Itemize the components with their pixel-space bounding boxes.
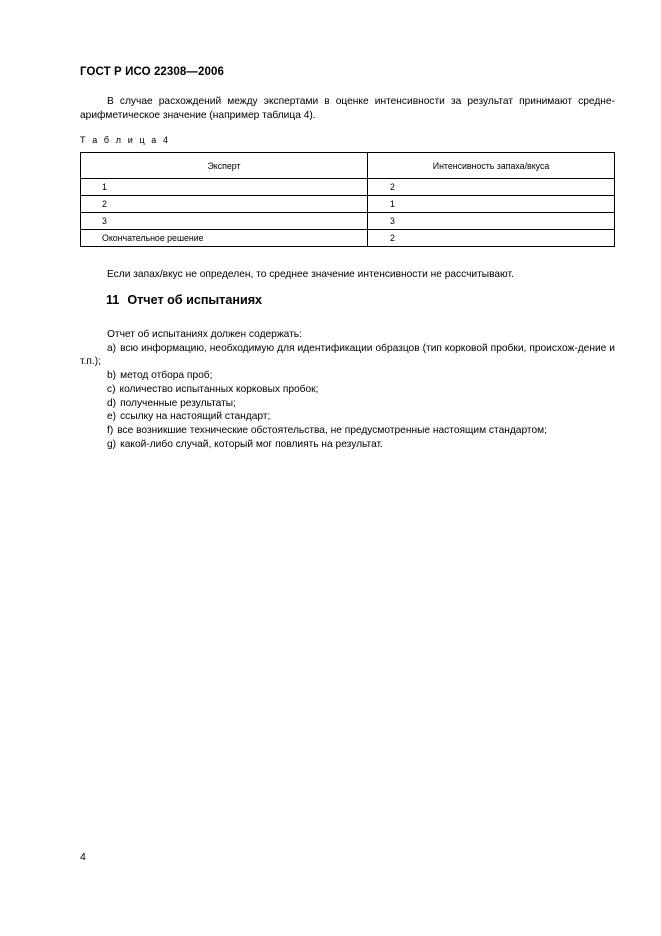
section-title: Отчет об испытаниях xyxy=(127,293,263,307)
report-lead: Отчет об испытаниях должен содержать: xyxy=(107,329,302,340)
table-cell-intensity: 2 xyxy=(368,179,615,196)
section-number: 11 xyxy=(106,293,120,307)
list-item-text: полученные результаты; xyxy=(120,397,236,409)
list-item-letter: d) xyxy=(107,397,117,409)
expert-intensity-table xyxy=(80,152,615,247)
list-item-letter: f) xyxy=(107,424,114,436)
column-header-intensity: Интенсивность запаха/вкуса xyxy=(368,153,615,179)
table-row xyxy=(81,179,615,196)
document-header: ГОСТ Р ИСО 22308—2006 xyxy=(80,66,225,78)
list-item xyxy=(80,410,615,424)
table-row xyxy=(81,230,615,247)
list-item xyxy=(80,424,615,438)
intro-paragraph: В случае расхождений между экспертами в оценке интенсивности за результат принимают средне-арифметическое значение (например таблица 4). xyxy=(80,96,615,121)
table-cell-intensity: 3 xyxy=(368,213,615,230)
list-item xyxy=(80,342,615,369)
table-row xyxy=(81,213,615,230)
list-item-text: ссылку на настоящий стандарт; xyxy=(120,411,271,423)
list-item-letter: e) xyxy=(107,411,117,423)
list-item-text: всю информацию, необходимую для идентификации образцов (тип корковой пробки, происхож-дение и т.п.); xyxy=(80,342,615,368)
list-item xyxy=(80,397,615,411)
table-row xyxy=(81,196,615,213)
page-number: 4 xyxy=(80,851,86,863)
table-cell-expert: 1 xyxy=(81,179,368,196)
list-item-text: все возникшие технические обстоятельства, не предусмотренные настоящим стандартом; xyxy=(117,424,547,436)
list-item xyxy=(80,383,615,397)
table-cell-expert: Окончательное решение xyxy=(81,230,368,247)
list-item-text: какой-либо случай, который мог повлиять на результат. xyxy=(120,438,383,450)
table-caption: Т а б л и ц а 4 xyxy=(80,135,171,145)
list-item-letter: a) xyxy=(107,342,117,354)
list-item xyxy=(80,369,615,383)
list-item-letter: g) xyxy=(107,438,117,450)
table-cell-expert: 2 xyxy=(81,196,368,213)
list-item-letter: b) xyxy=(107,370,117,382)
table-cell-intensity: 1 xyxy=(368,196,615,213)
list-item-text: количество испытанных корковых пробок; xyxy=(119,383,319,395)
list-item xyxy=(80,438,615,452)
list-item-text: метод отбора проб; xyxy=(120,370,213,382)
list-item-letter: c) xyxy=(107,383,116,395)
report-requirements-list xyxy=(80,328,615,451)
table-header-row xyxy=(81,153,615,179)
table-cell-intensity: 2 xyxy=(368,230,615,247)
section-heading xyxy=(106,293,262,307)
table-cell-expert: 3 xyxy=(81,213,368,230)
column-header-expert: Эксперт xyxy=(81,153,368,179)
note-paragraph: Если запах/вкус не определен, то среднее значение интенсивности не рассчитывают. xyxy=(107,269,514,280)
